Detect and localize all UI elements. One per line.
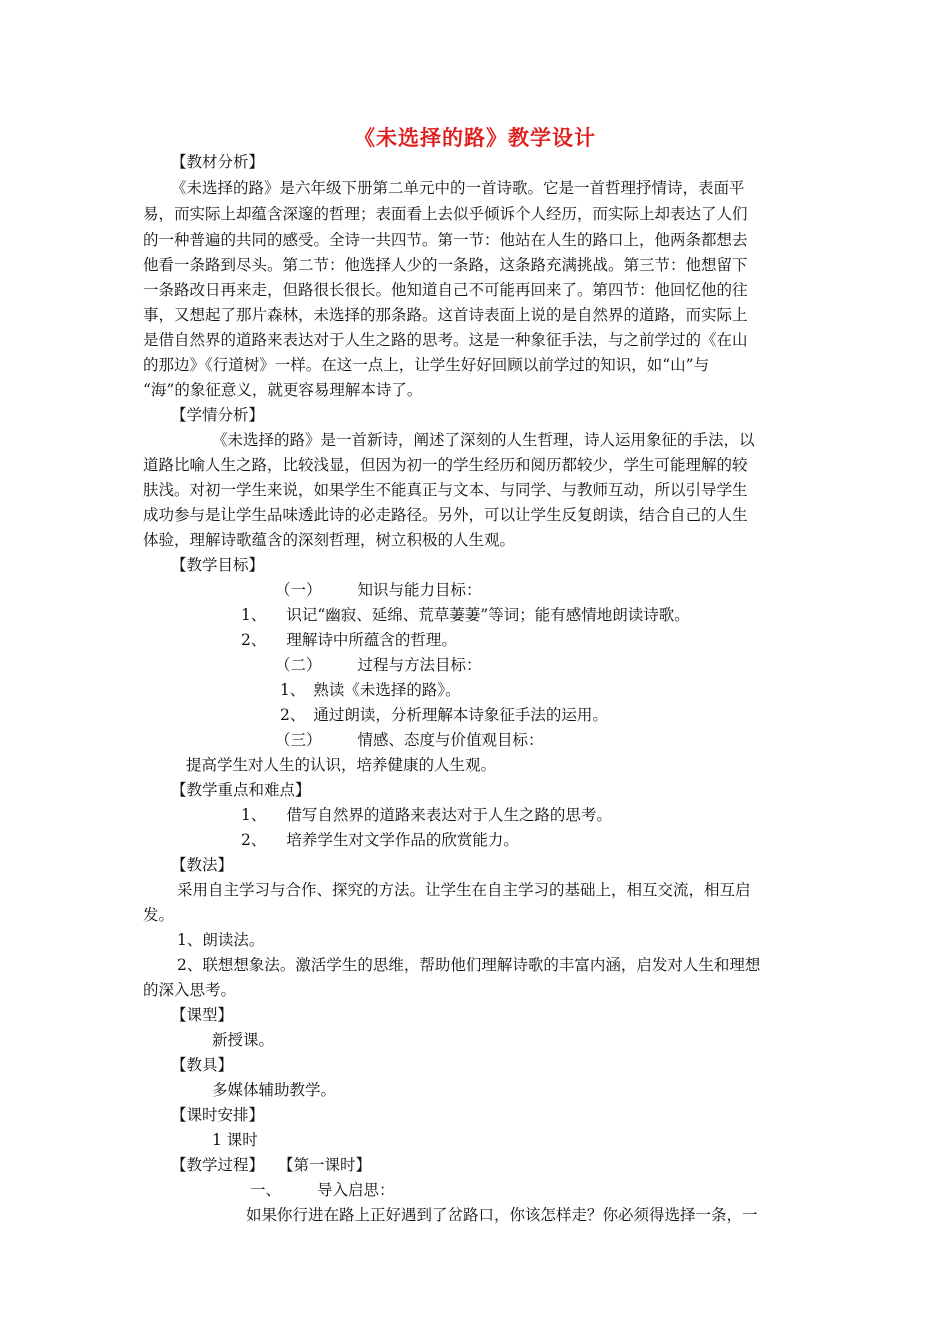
schedule-text: 1 课时: [212, 1131, 258, 1149]
goal-sub-number: （三）: [275, 731, 322, 749]
goal-subheading: [275, 730, 544, 750]
paragraph-line: 他看一条路到尽头。第二节：他选择人少的一条路，这条路充满挑战。第三节：他想留下: [143, 256, 748, 274]
section-heading-teaching-process: [171, 1155, 371, 1175]
key-point-text: 培养学生对文学作品的欣赏能力。: [286, 831, 519, 849]
key-point-text: 借写自然界的道路来表达对于人生之路的思考。: [286, 806, 612, 824]
key-point-item: [241, 805, 612, 825]
paragraph-line: 道路比喻人生之路，比较浅显，但因为初一的学生经历和阅历都较少，学生可能理解的较: [143, 456, 748, 474]
goal-item: [241, 630, 457, 650]
section-heading-teaching-goals: 【教学目标】: [171, 556, 265, 574]
section-heading-key-points: 【教学重点和难点】: [171, 781, 311, 799]
paragraph-line: 的一种普遍的共同的感受。全诗一共四节。第一节：他站在人生的路口上，他两条都想去: [143, 231, 748, 249]
goal-item-number: 2、: [241, 631, 267, 649]
paragraph-line: 《未选择的路》是一首新诗，阐述了深刻的人生哲理，诗人运用象征的手法，以: [212, 431, 755, 449]
goal-sub-number: （二）: [275, 656, 322, 674]
goal-sub-text: 过程与方法目标：: [357, 656, 482, 674]
goal-item-number: 2、: [280, 706, 306, 724]
key-point-number: 2、: [241, 831, 267, 849]
goal-item-text: 熟读《未选择的路》。: [313, 681, 461, 699]
paragraph-line: 采用自主学习与合作、探究的方法。让学生在自主学习的基础上，相互交流，相互启: [177, 881, 751, 899]
goal-sub-text: 情感、态度与价值观目标：: [357, 731, 544, 749]
goal-item-number: 1、: [280, 681, 306, 699]
goal-sub-text: 知识与能力目标：: [357, 581, 482, 599]
process-step-text: 导入启思：: [317, 1181, 395, 1199]
paragraph-line: 《未选择的路》是六年级下册第二单元中的一首诗歌。它是一首哲理抒情诗，表面平: [171, 179, 745, 197]
goal-sub-number: （一）: [275, 581, 322, 599]
goal-item: [280, 705, 608, 725]
section-heading-schedule: 【课时安排】: [171, 1106, 265, 1124]
paragraph-line: 的那边》《行道树》一样。在这一点上，让学生好好回顾以前学过的知识，如“山”与: [143, 356, 710, 374]
paragraph-line: 体验，理解诗歌蕴含的深刻哲理，树立积极的人生观。: [143, 531, 516, 549]
document-title: 《未选择的路》教学设计: [354, 125, 596, 150]
key-point-item: [241, 830, 519, 850]
goal-item-text: 理解诗中所蕴含的哲理。: [286, 631, 457, 649]
section-heading-methods: 【教法】: [171, 856, 234, 874]
section-heading-learner-analysis: 【学情分析】: [171, 406, 265, 424]
process-step-number: 一、: [250, 1181, 282, 1199]
key-point-number: 1、: [241, 806, 267, 824]
paragraph-line: 是借自然界的道路来表达对于人生之路的思考。这是一种象征手法，与之前学过的《在山: [143, 331, 748, 349]
paragraph-line: 发。: [143, 906, 175, 924]
method-item: 2、联想想象法。激活学生的思维，帮助他们理解诗歌的丰富内涵，启发对人生和理想: [177, 956, 761, 974]
goal-item-number: 1、: [241, 606, 267, 624]
process-step: [250, 1180, 395, 1200]
goal-subheading: [275, 655, 482, 675]
paragraph-line: 事，又想起了那片森林，未选择的那条路。这首诗表面上说的是自然界的道路，而实际上: [143, 306, 748, 324]
paragraph-line: 的深入思考。: [143, 981, 237, 999]
method-item: 1、朗读法。: [177, 931, 265, 949]
goal-item: [280, 680, 461, 700]
section-heading-teaching-aids: 【教具】: [171, 1056, 234, 1074]
paragraph-line: 肤浅。对初一学生来说，如果学生不能真正与文本、与同学、与教师互动，所以引导学生: [143, 481, 748, 499]
paragraph-line: “海”的象征意义，就更容易理解本诗了。: [143, 381, 423, 399]
teaching-aids-text: 多媒体辅助教学。: [212, 1081, 337, 1099]
lesson-type-text: 新授课。: [212, 1031, 275, 1049]
section-heading-lesson-type: 【课型】: [171, 1006, 234, 1024]
goal-subheading: [275, 580, 482, 600]
paragraph-line: 一条路改日再来走，但路很长很长。他知道自己不可能再回来了。第四节：他回忆他的往: [143, 281, 748, 299]
section-heading-textbook-analysis: 【教材分析】: [171, 153, 265, 171]
paragraph-line: 成功参与是让学生品味透此诗的必走路径。另外，可以让学生反复朗读，结合自己的人生: [143, 506, 748, 524]
goal-item-text: 识记“幽寂、延绵、荒草萋萋”等词；能有感情地朗读诗歌。: [286, 606, 690, 624]
first-lesson-label: 【第一课时】: [278, 1156, 372, 1174]
paragraph-line: 如果你行进在路上正好遇到了岔路口，你该怎样走？你必须得选择一条，一: [246, 1206, 758, 1224]
goal-line: 提高学生对人生的认识，培养健康的人生观。: [186, 756, 497, 774]
goal-item-text: 通过朗读，分析理解本诗象征手法的运用。: [313, 706, 608, 724]
goal-item: [241, 605, 690, 625]
teaching-process-label: 【教学过程】: [171, 1156, 265, 1174]
paragraph-line: 易，而实际上却蕴含深邃的哲理；表面看上去似乎倾诉个人经历，而实际上却表达了人们: [143, 205, 748, 223]
